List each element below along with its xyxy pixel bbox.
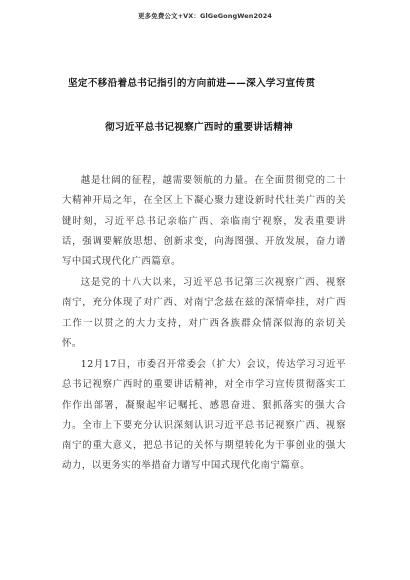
paragraph-text: 这是党的十八大以来，习近平总书记第三次视察广西、视察南宁，充分体现了对广西、对南宁念兹在兹的深情牵挂，对广西工作一以贯之的大力支持，对广西各族群众情深似海的亲切关怀。: [62, 277, 346, 349]
body-paragraph-3: [62, 355, 346, 477]
paragraph-text: 越是壮阔的征程，越需要领航的力量。在全面贯彻党的二十大精神开局之年，在全区上下凝心聚力建设新时代壮美广西的关键时刻，习近平总书记亲临广西、亲临南宁视察，发表重要讲话，强调要解放思想、创新求变，向海图强、开放发展，奋力谱写中国式现代化广西篇章。: [62, 175, 346, 268]
body-paragraph-1: [62, 171, 346, 272]
body-paragraph-2: [62, 273, 346, 354]
page-header: 更多免费公文+VX：GlGeGongWen2024: [138, 12, 272, 20]
paragraph-text: 12月17日，市委召开常委会（扩大）会议，传达学习习近平总书记视察广西时的重要讲话精神，对全市学习宣传贯彻落实工作作出部署，凝聚起牢记嘱托、感恩奋进、狠抓落实的强大合力。全市上下要充分认识深刻认识习近平总书记视察广西、视察南宁的重大意义，把总书记的关怀与期望转化为干事创业的强大动力，以更务实的举措奋力谱写中国式现代化南宁篇章。: [62, 359, 346, 472]
document-subtitle: 彻习近平总书记视察广西时的重要讲话精神: [105, 122, 293, 133]
document-title: 坚定不移沿着总书记指引的方向前进——深入学习宣传贯: [68, 78, 316, 89]
